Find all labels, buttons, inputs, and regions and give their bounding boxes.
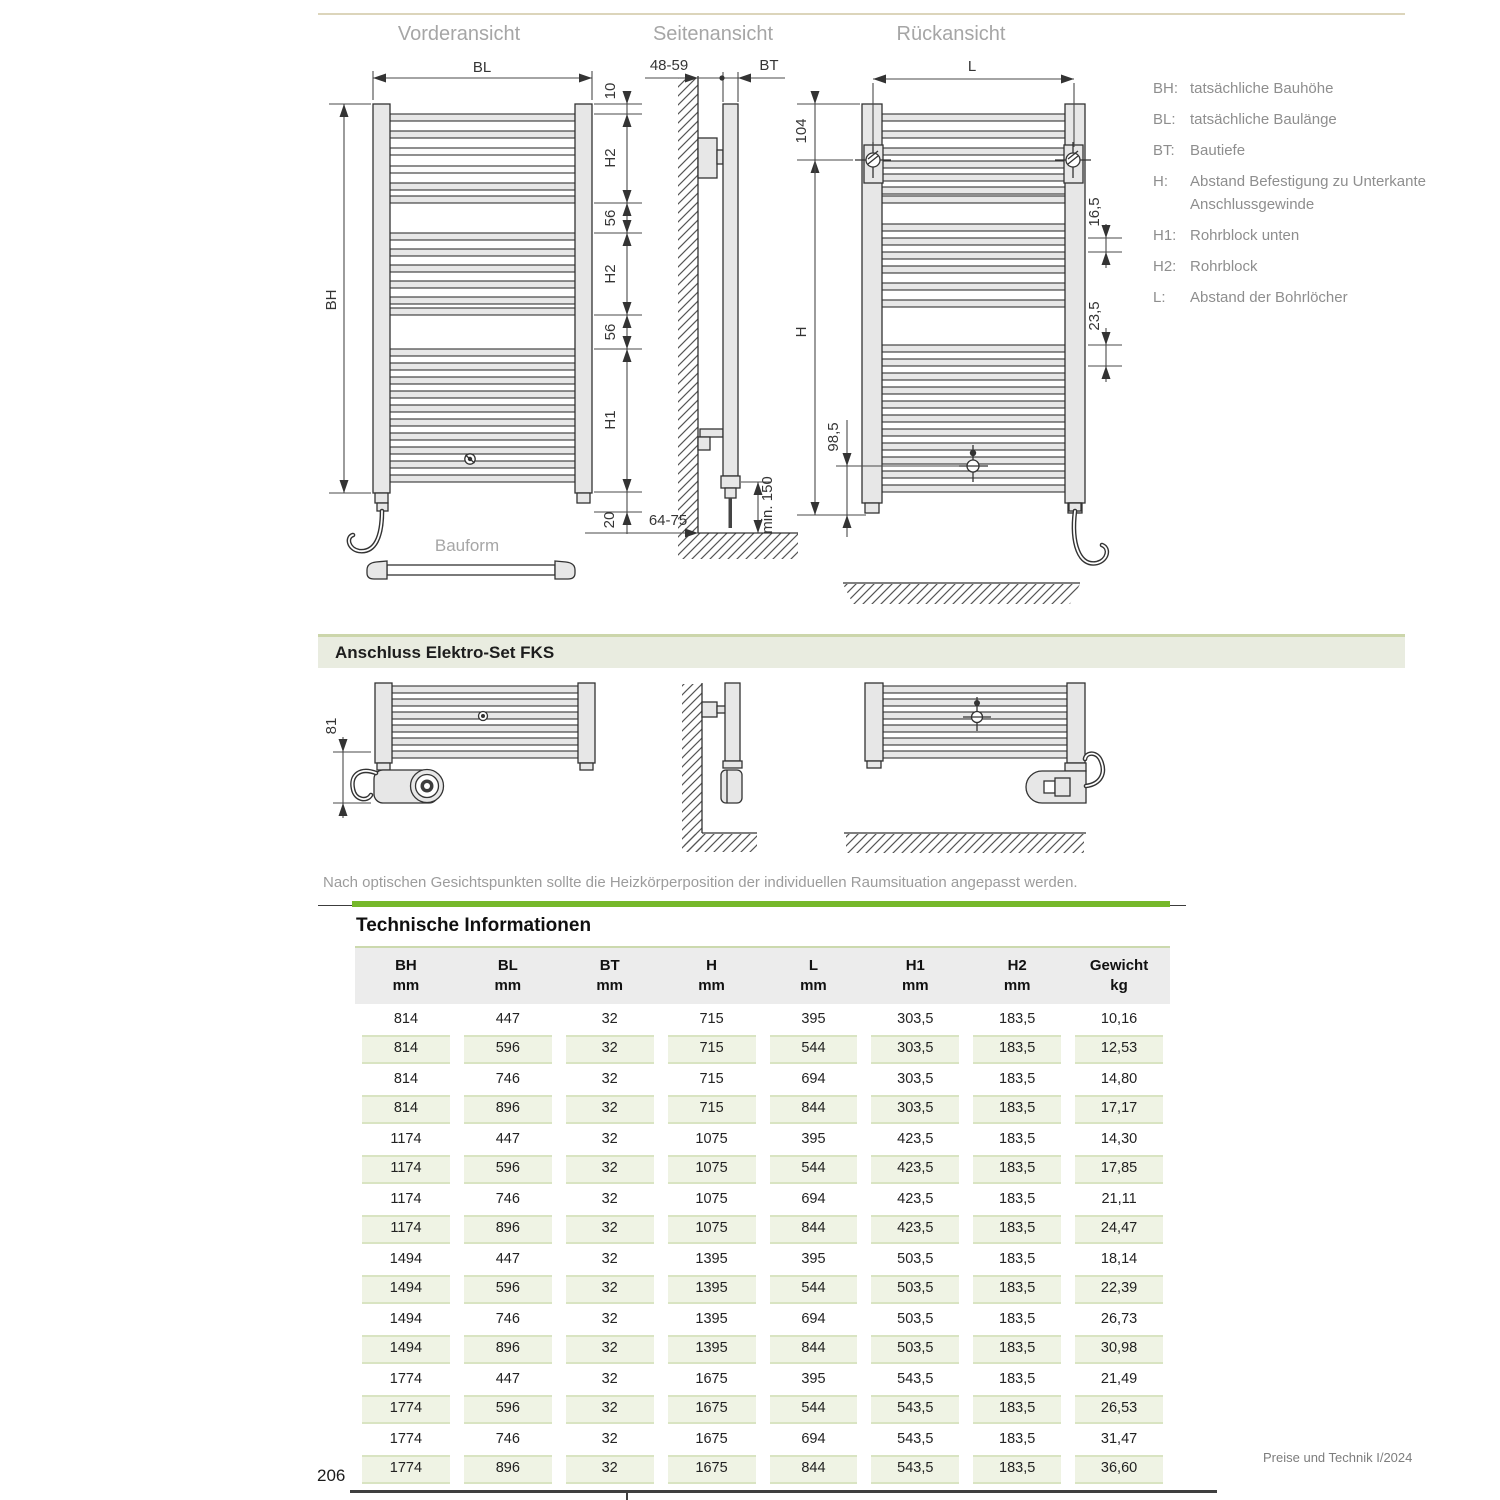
- side-view-title: Seitenansicht: [652, 23, 774, 45]
- table-cell: 183,5: [973, 1035, 1061, 1064]
- legend-item: BL: tatsächliche Baulänge: [1153, 111, 1337, 128]
- table-cell: 1395: [668, 1275, 756, 1304]
- table-cell: 896: [464, 1455, 552, 1484]
- dim-label-56-upper: 56: [602, 209, 619, 227]
- positioning-note: Nach optischen Gesichtspunkten sollte die Heizkörperposition der individuellen Raumsituation angepasst werden.: [323, 874, 1078, 891]
- dim-label-h1: H1: [602, 410, 619, 430]
- table-cell: 17,17: [1075, 1095, 1163, 1124]
- table-cell: 183,5: [973, 1275, 1061, 1304]
- dim-label-98-5: 98,5: [825, 422, 842, 452]
- column-header: H2 mm: [1003, 957, 1031, 994]
- table-cell: 183,5: [999, 1311, 1036, 1327]
- table-cell: 447: [495, 1251, 520, 1267]
- table-cell: 694: [801, 1431, 826, 1447]
- table-cell: 395: [801, 1371, 826, 1387]
- table-cell: 596: [464, 1155, 552, 1184]
- table-cell: 844: [770, 1215, 858, 1244]
- table-row: [355, 1304, 1170, 1334]
- table-cell: 814: [393, 1011, 419, 1027]
- dim-label-h: H: [793, 326, 810, 338]
- table-cell: 183,5: [973, 1455, 1061, 1484]
- heating-rod: [729, 498, 733, 528]
- section-title: Anschluss Elektro-Set FKS: [335, 643, 555, 662]
- table-cell: 17,85: [1075, 1155, 1163, 1184]
- table-cell: 543,5: [897, 1431, 934, 1447]
- tech-table-rows: [355, 1004, 1170, 1484]
- footer-edition: Preise und Technik I/2024: [1263, 1450, 1413, 1465]
- table-cell: 14,30: [1100, 1131, 1138, 1147]
- elektro-front-drawing: [323, 683, 595, 818]
- table-row: [355, 1184, 1170, 1214]
- column-header: H1 mm: [901, 957, 929, 994]
- table-cell: 1075: [668, 1155, 756, 1184]
- dim-label-56-lower: 56: [602, 323, 619, 341]
- table-cell: 543,5: [897, 1371, 934, 1387]
- table-cell: 183,5: [999, 1131, 1036, 1147]
- table-cell: 544: [770, 1155, 858, 1184]
- table-cell: 32: [601, 1191, 618, 1207]
- floor-hatch: [678, 533, 798, 559]
- elektro-side-drawing: [682, 683, 757, 852]
- table-cell: 183,5: [973, 1095, 1061, 1124]
- table-cell: 303,5: [871, 1095, 959, 1124]
- table-cell: 1174: [362, 1215, 450, 1244]
- table-cell: 32: [566, 1215, 654, 1244]
- table-cell: 447: [495, 1371, 520, 1387]
- table-cell: 32: [566, 1095, 654, 1124]
- table-cell: 22,39: [1075, 1275, 1163, 1304]
- column-header: L mm: [800, 957, 827, 994]
- table-cell: 183,5: [999, 1191, 1036, 1207]
- dim-label-48-59: 48-59: [649, 57, 689, 74]
- table-cell: 1494: [362, 1275, 450, 1304]
- table-row: [355, 1094, 1170, 1124]
- table-cell: 26,53: [1075, 1395, 1163, 1424]
- table-cell: 746: [495, 1191, 520, 1207]
- dim-label-104: 104: [793, 118, 810, 144]
- wall-hatch: [682, 684, 702, 852]
- page-number: 206: [317, 1466, 346, 1485]
- table-cell: 814: [393, 1071, 419, 1087]
- table-cell: 32: [601, 1071, 618, 1087]
- legend-item: BT: Bautiefe: [1153, 142, 1246, 159]
- table-row: [355, 1214, 1170, 1244]
- legend-item: L: Abstand der Bohrlöcher: [1153, 289, 1348, 306]
- table-cell: 896: [464, 1215, 552, 1244]
- table-cell: 12,53: [1075, 1035, 1163, 1064]
- column-header: BT mm: [596, 957, 624, 994]
- dim-label-23-5: 23,5: [1086, 301, 1103, 331]
- table-cell: 844: [770, 1095, 858, 1124]
- table-header-row: [355, 946, 1170, 1004]
- registration-tick: [626, 1490, 628, 1500]
- table-cell: 814: [362, 1035, 450, 1064]
- table-row: [355, 1064, 1170, 1094]
- table-cell: 183,5: [999, 1371, 1036, 1387]
- table-cell: 1395: [695, 1251, 728, 1267]
- table-cell: 844: [770, 1335, 858, 1364]
- table-cell: 10,16: [1100, 1011, 1138, 1027]
- table-row: [355, 1274, 1170, 1304]
- table-cell: 423,5: [897, 1191, 934, 1207]
- table-cell: 1675: [668, 1395, 756, 1424]
- bauform-label: Bauform: [434, 536, 500, 555]
- elektro-rear-valve-icon: [974, 700, 980, 706]
- table-cell: 395: [801, 1011, 826, 1027]
- table-cell: 32: [566, 1455, 654, 1484]
- table-cell: 31,47: [1100, 1431, 1138, 1447]
- legend-item: Anschlussgewinde: [1190, 196, 1315, 213]
- table-row: [355, 1424, 1170, 1454]
- table-cell: 1075: [695, 1131, 728, 1147]
- bauform-drawing: [367, 536, 575, 579]
- table-cell: 1494: [362, 1335, 450, 1364]
- table-cell: 1675: [695, 1371, 728, 1387]
- dim-label-81: 81: [323, 717, 340, 735]
- abbreviation-legend: [1153, 79, 1483, 319]
- table-cell: 32: [601, 1431, 618, 1447]
- dim-label-16-5: 16,5: [1086, 197, 1103, 227]
- table-cell: 544: [770, 1035, 858, 1064]
- table-row: [355, 1394, 1170, 1424]
- table-cell: 1174: [390, 1131, 422, 1147]
- table-cell: 503,5: [897, 1311, 934, 1327]
- table-row: [355, 1244, 1170, 1274]
- table-cell: 1675: [695, 1431, 728, 1447]
- wall-hatch: [678, 78, 698, 533]
- table-cell: 1494: [389, 1311, 423, 1327]
- column-header: BL mm: [494, 957, 522, 994]
- column-header: BH mm: [392, 957, 420, 994]
- table-cell: 21,49: [1100, 1371, 1138, 1387]
- table-cell: 814: [362, 1095, 450, 1124]
- rear-view-title: Rückansicht: [896, 23, 1006, 45]
- table-cell: 423,5: [871, 1215, 959, 1244]
- table-cell: 395: [801, 1131, 826, 1147]
- table-cell: 32: [566, 1275, 654, 1304]
- table-cell: 423,5: [871, 1155, 959, 1184]
- table-cell: 694: [801, 1311, 826, 1327]
- table-cell: 183,5: [999, 1071, 1036, 1087]
- table-cell: 32: [601, 1131, 618, 1147]
- table-cell: 1774: [362, 1395, 450, 1424]
- table-row: [355, 1154, 1170, 1184]
- dim-label-bl: BL: [472, 59, 492, 76]
- rear-view-drawing: [793, 58, 1122, 604]
- dim-label-64-75: 64-75: [648, 512, 688, 529]
- table-cell: 183,5: [999, 1011, 1036, 1027]
- table-cell: 503,5: [897, 1251, 934, 1267]
- ground-hatch: [843, 584, 1080, 604]
- table-cell: 596: [464, 1035, 552, 1064]
- table-cell: 694: [801, 1191, 826, 1207]
- table-cell: 1075: [668, 1215, 756, 1244]
- table-row: [355, 1334, 1170, 1364]
- table-cell: 1395: [668, 1335, 756, 1364]
- table-cell: 844: [770, 1455, 858, 1484]
- table-cell: 447: [495, 1131, 520, 1147]
- table-cell: 1174: [362, 1155, 450, 1184]
- table-cell: 1774: [389, 1371, 423, 1387]
- table-cell: 32: [566, 1155, 654, 1184]
- table-cell: 896: [464, 1335, 552, 1364]
- table-cell: 1174: [390, 1191, 422, 1207]
- table-cell: 21,11: [1101, 1191, 1137, 1207]
- table-cell: 14,80: [1100, 1071, 1138, 1087]
- dim-label-20: 20: [601, 511, 618, 529]
- table-cell: 447: [495, 1011, 520, 1027]
- wall-bracket: [698, 138, 717, 178]
- table-cell: 543,5: [871, 1395, 959, 1424]
- table-cell: 503,5: [871, 1275, 959, 1304]
- table-cell: 1494: [389, 1251, 423, 1267]
- radiator-profile: [723, 104, 738, 476]
- table-cell: 715: [699, 1011, 724, 1027]
- dim-label-bt: BT: [759, 57, 779, 74]
- green-divider: [352, 901, 1170, 907]
- table-cell: 32: [566, 1395, 654, 1424]
- tech-info-title: Technische Informationen: [356, 915, 592, 936]
- elektro-front-rungs: [392, 686, 578, 758]
- front-cable: [349, 511, 382, 551]
- ground-hatch: [846, 834, 1084, 853]
- table-cell: 746: [495, 1431, 520, 1447]
- table-cell: 32: [601, 1011, 618, 1027]
- table-cell: 18,14: [1100, 1251, 1138, 1267]
- column-header: Gewicht kg: [1089, 957, 1149, 994]
- table-cell: 544: [770, 1275, 858, 1304]
- rear-cable: [1074, 511, 1107, 563]
- table-cell: 596: [464, 1395, 552, 1424]
- floor-hatch: [684, 834, 757, 852]
- table-cell: 32: [601, 1371, 618, 1387]
- table-cell: 694: [801, 1071, 826, 1087]
- table-cell: 183,5: [973, 1155, 1061, 1184]
- table-cell: 1675: [668, 1455, 756, 1484]
- table-cell: 183,5: [999, 1431, 1036, 1447]
- legend-item: H1: Rohrblock unten: [1153, 227, 1300, 244]
- tech-table: [355, 946, 1170, 1484]
- legend-item: H2: Rohrblock: [1153, 258, 1258, 275]
- table-row: [355, 1454, 1170, 1484]
- table-cell: 183,5: [973, 1395, 1061, 1424]
- table-cell: 596: [464, 1275, 552, 1304]
- table-cell: 544: [770, 1395, 858, 1424]
- front-view-drawing: [323, 59, 642, 551]
- table-cell: 896: [464, 1095, 552, 1124]
- section-header-anschluss: [318, 634, 1405, 668]
- table-cell: 303,5: [871, 1035, 959, 1064]
- table-cell: 715: [668, 1095, 756, 1124]
- table-cell: 746: [495, 1071, 520, 1087]
- table-cell: 423,5: [897, 1131, 934, 1147]
- table-bottom-rule: [350, 1490, 1217, 1493]
- table-cell: 503,5: [871, 1335, 959, 1364]
- table-cell: 32: [566, 1035, 654, 1064]
- table-cell: 26,73: [1100, 1311, 1138, 1327]
- dim-label-min150: min. 150: [759, 476, 776, 534]
- table-cell: 36,60: [1075, 1455, 1163, 1484]
- table-cell: 1395: [695, 1311, 728, 1327]
- table-cell: 715: [699, 1071, 724, 1087]
- table-cell: 30,98: [1075, 1335, 1163, 1364]
- table-row: [355, 1034, 1170, 1064]
- column-header: H mm: [698, 957, 725, 994]
- table-cell: 746: [495, 1311, 520, 1327]
- dim-label-h2-lower: H2: [602, 264, 619, 284]
- table-cell: 183,5: [973, 1215, 1061, 1244]
- table-cell: 1774: [362, 1455, 450, 1484]
- table-cell: 183,5: [973, 1335, 1061, 1364]
- side-view-drawing: [585, 57, 798, 559]
- heating-element-side: [721, 770, 742, 803]
- table-cell: 32: [601, 1311, 618, 1327]
- dim-label-10: 10: [602, 82, 619, 100]
- table-row: [355, 1124, 1170, 1154]
- dim-label-l: L: [967, 58, 977, 75]
- rear-rungs: [882, 114, 1065, 492]
- legend-item: H: Abstand Befestigung zu Unterkante: [1153, 173, 1426, 190]
- table-row: [355, 1004, 1170, 1034]
- table-cell: 543,5: [871, 1455, 959, 1484]
- front-rungs: [390, 114, 575, 482]
- table-cell: 24,47: [1075, 1215, 1163, 1244]
- table-row: [355, 1364, 1170, 1394]
- elektro-rear-drawing: [844, 683, 1103, 853]
- table-cell: 183,5: [999, 1251, 1036, 1267]
- table-cell: 1075: [695, 1191, 728, 1207]
- table-cell: 32: [566, 1335, 654, 1364]
- table-cell: 32: [601, 1251, 618, 1267]
- table-cell: 715: [668, 1035, 756, 1064]
- front-view-title: Vorderansicht: [397, 23, 521, 45]
- table-cell: 303,5: [897, 1071, 934, 1087]
- dim-label-bh: BH: [323, 289, 340, 311]
- table-cell: 395: [801, 1251, 826, 1267]
- table-cell: 1774: [389, 1431, 423, 1447]
- dim-label-h2-upper: H2: [602, 148, 619, 168]
- legend-item: BH: tatsächliche Bauhöhe: [1153, 80, 1334, 97]
- rear-valve-icon: [970, 450, 976, 456]
- table-cell: 303,5: [897, 1011, 934, 1027]
